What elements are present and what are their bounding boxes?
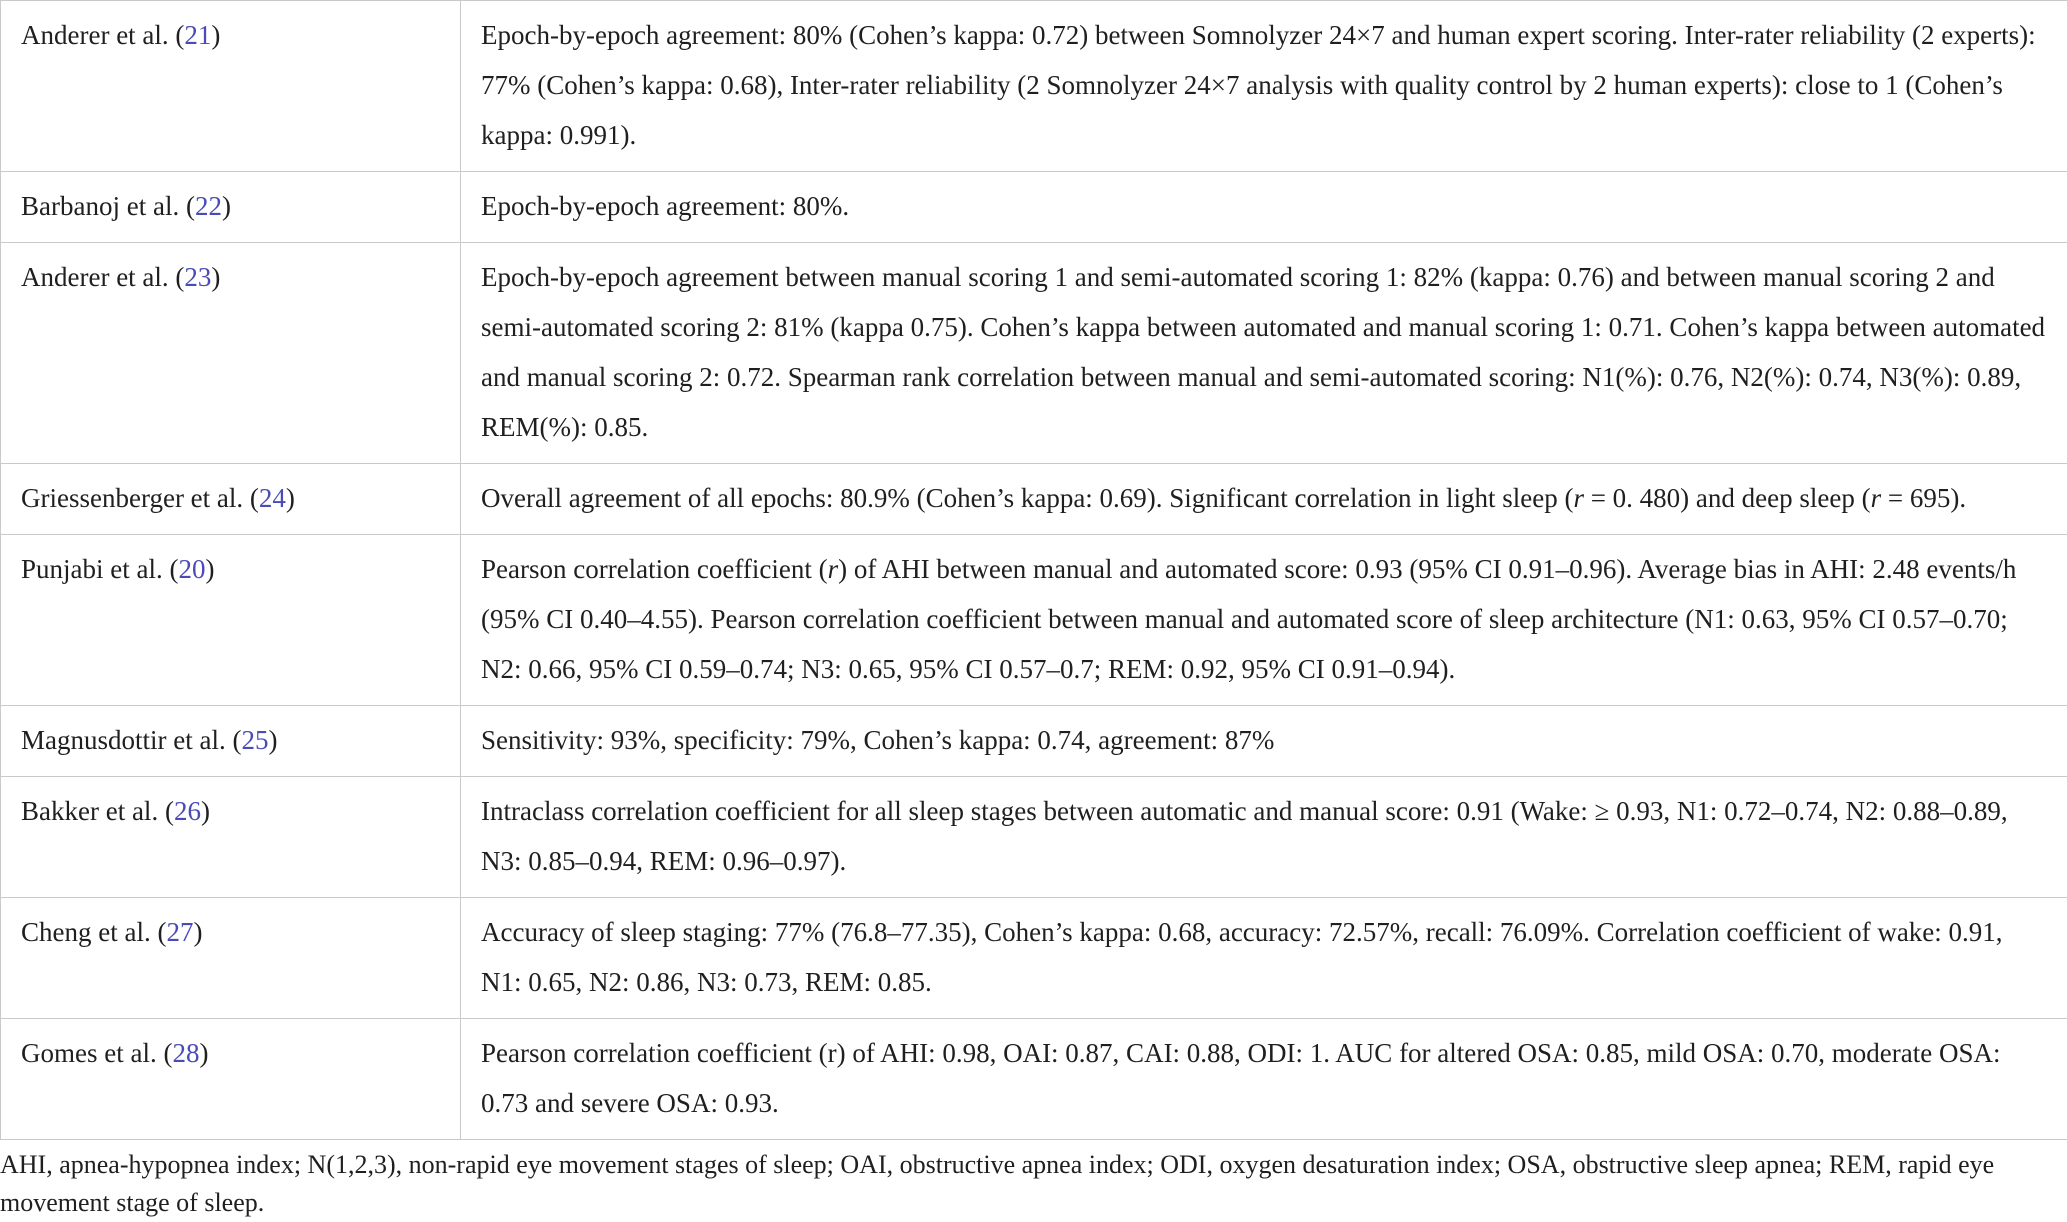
table-row bbox=[1, 172, 2067, 243]
table-row bbox=[1, 1, 2067, 172]
study-name: Bakker et al. bbox=[21, 796, 158, 826]
findings-cell bbox=[461, 706, 2067, 777]
study-cell: Anderer et al. (23) bbox=[1, 243, 461, 464]
findings-text: Overall agreement of all epochs: 80.9% (Cohen’s kappa: 0.69). Significant correlation in light sleep ( bbox=[481, 483, 1573, 513]
findings-cell bbox=[461, 1, 2067, 172]
findings-cell bbox=[461, 243, 2067, 464]
reference-link[interactable]: 26 bbox=[174, 796, 201, 826]
findings-text: Intraclass correlation coefficient for all sleep stages between automatic and manual score: 0.91 (Wake: ≥ 0.93, N1: 0.72–0.74, N2: 0.88–0.89, N3: 0.85–0.94, REM: 0.96–0.97). bbox=[481, 796, 2008, 876]
reference-link[interactable]: 22 bbox=[195, 191, 222, 221]
findings-cell bbox=[461, 535, 2067, 706]
study-cell: Bakker et al. (26) bbox=[1, 777, 461, 898]
table-body bbox=[1, 1, 2067, 1140]
findings-text: Accuracy of sleep staging: 77% (76.8–77.35), Cohen’s kappa: 0.68, accuracy: 72.57%, recall: 76.09%. Correlation coefficient of wake: 0.91, N1: 0.65, N2: 0.86, N3: 0.73, REM: 0.85. bbox=[481, 917, 2003, 997]
reference-link[interactable]: 28 bbox=[172, 1038, 199, 1068]
study-cell: Punjabi et al. (20) bbox=[1, 535, 461, 706]
findings-text: Sensitivity: 93%, specificity: 79%, Cohen’s kappa: 0.74, agreement: 87% bbox=[481, 725, 1274, 755]
table-row bbox=[1, 706, 2067, 777]
table-row bbox=[1, 464, 2067, 535]
study-name: Cheng et al. bbox=[21, 917, 151, 947]
findings-text: Epoch-by-epoch agreement: 80%. bbox=[481, 191, 849, 221]
findings-text: ) of AHI between manual and automated score: 0.93 (95% CI 0.91–0.96). Average bias in AHI: 2.48 events/h (95% CI 0.40–4.55). Pearson correlation coefficient between manual and automated score of sleep architecture (N1: 0.63, 95% CI 0.57–0.70; N2: 0.66, 95% CI 0.59–0.74; N3: 0.65, 95% CI 0.57–0.7; REM: 0.92, 95% CI 0.91–0.94). bbox=[481, 554, 2016, 684]
study-cell: Cheng et al. (27) bbox=[1, 898, 461, 1019]
reference-link[interactable]: 27 bbox=[166, 917, 193, 947]
findings-text: r bbox=[1573, 483, 1584, 513]
study-name: Magnusdottir et al. bbox=[21, 725, 226, 755]
findings-text: Pearson correlation coefficient (r) of AHI: 0.98, OAI: 0.87, CAI: 0.88, ODI: 1. AUC for altered OSA: 0.85, mild OSA: 0.70, moderate OSA: 0.73 and severe OSA: 0.93. bbox=[481, 1038, 2001, 1118]
table-row bbox=[1, 898, 2067, 1019]
study-cell: Barbanoj et al. (22) bbox=[1, 172, 461, 243]
reference-link[interactable]: 20 bbox=[178, 554, 205, 584]
findings-text: = 0. 480) and deep sleep ( bbox=[1584, 483, 1871, 513]
study-cell: Magnusdottir et al. (25) bbox=[1, 706, 461, 777]
study-cell: Gomes et al. (28) bbox=[1, 1019, 461, 1140]
reference-link[interactable]: 21 bbox=[184, 20, 211, 50]
findings-text: r bbox=[828, 554, 839, 584]
findings-cell bbox=[461, 777, 2067, 898]
reference-link[interactable]: 24 bbox=[259, 483, 286, 513]
study-name: Anderer et al. bbox=[21, 20, 169, 50]
findings-text: r bbox=[1871, 483, 1882, 513]
table-row bbox=[1, 1019, 2067, 1140]
table-footnote: AHI, apnea-hypopnea index; N(1,2,3), non-rapid eye movement stages of sleep; OAI, obstructive apnea index; ODI, oxygen desaturation index; OSA, obstructive sleep apnea; REM, rapid eye movement stage of sleep. bbox=[0, 1140, 2060, 1222]
reference-link[interactable]: 25 bbox=[241, 725, 268, 755]
table-row bbox=[1, 535, 2067, 706]
findings-text: Epoch-by-epoch agreement between manual scoring 1 and semi-automated scoring 1: 82% (kappa: 0.76) and between manual scoring 2 and semi-automated scoring 2: 81% (kappa 0.75). Cohen’s kappa between automated and manual scoring 1: 0.71. Cohen’s kappa between automated and manual scoring 2: 0.72. Spearman rank correlation between manual and semi-automated scoring: N1(%): 0.76, N2(%): 0.74, N3(%): 0.89, REM(%): 0.85. bbox=[481, 262, 2045, 442]
study-name: Punjabi et al. bbox=[21, 554, 163, 584]
reference-link[interactable]: 23 bbox=[184, 262, 211, 292]
study-name: Barbanoj et al. bbox=[21, 191, 179, 221]
findings-text: = 695). bbox=[1881, 483, 1966, 513]
table-row bbox=[1, 243, 2067, 464]
findings-cell bbox=[461, 464, 2067, 535]
study-name: Gomes et al. bbox=[21, 1038, 157, 1068]
findings-cell bbox=[461, 898, 2067, 1019]
study-cell: Griessenberger et al. (24) bbox=[1, 464, 461, 535]
study-name: Griessenberger et al. bbox=[21, 483, 243, 513]
findings-cell bbox=[461, 1019, 2067, 1140]
findings-cell bbox=[461, 172, 2067, 243]
study-cell: Anderer et al. (21) bbox=[1, 1, 461, 172]
findings-text: Epoch-by-epoch agreement: 80% (Cohen’s kappa: 0.72) between Somnolyzer 24×7 and human expert scoring. Inter-rater reliability (2 experts): 77% (Cohen’s kappa: 0.68), Inter-rater reliability (2 Somnolyzer 24×7 analysis with quality control by 2 human experts): close to 1 (Cohen’s kappa: 0.991). bbox=[481, 20, 2036, 150]
findings-text: Pearson correlation coefficient ( bbox=[481, 554, 828, 584]
table-row bbox=[1, 777, 2067, 898]
study-name: Anderer et al. bbox=[21, 262, 169, 292]
